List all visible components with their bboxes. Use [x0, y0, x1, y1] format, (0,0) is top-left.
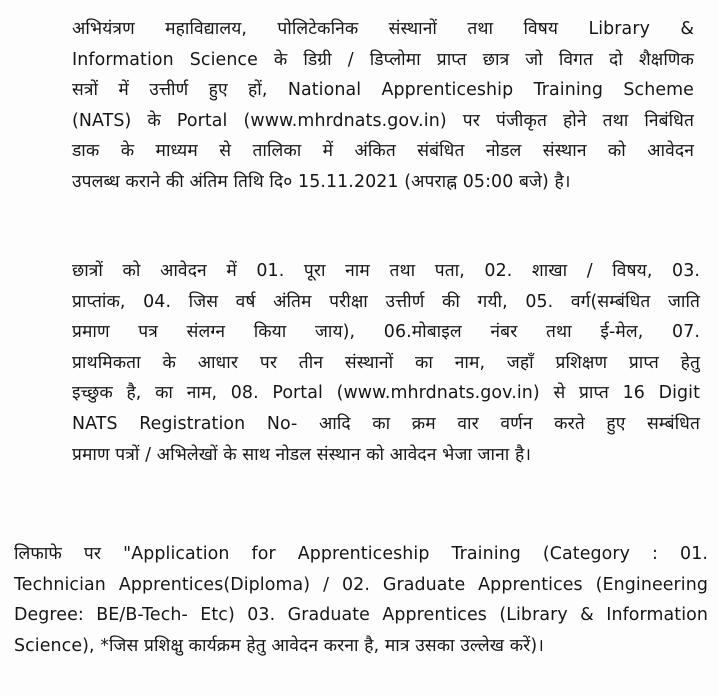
paragraph-line: उपलब्ध कराने की अंतिम तिथि दि० 15.11.2021 (अपराह्न 05:00 बजे) है।: [72, 171, 571, 192]
paragraph-line: प्राथमिकता के आधार पर तीन संस्थानों का नाम, जहाँ प्रशिक्षण प्राप्त हेतु: [72, 352, 700, 373]
paragraph-line: प्रमाण पत्र संलग्न किया जाय), 06.मोबाइल नंबर तथा ई-मेल, 07.: [72, 322, 700, 343]
paragraph-line: अभियंत्रण महाविद्यालय, पोलिटेकनिक संस्थानों तथा विषय Library &: [72, 19, 694, 39]
paragraph-line: छात्रों को आवेदन में 01. पूरा नाम तथा पता, 02. शाखा / विषय, 03.: [72, 261, 700, 281]
paragraph-line: लिफाफे पर "Application for Apprenticeship Training (Category : 01.: [14, 544, 708, 564]
paragraph-line: Information Science के डिग्री / डिप्लोमा प्राप्त छात्र जो विगत दो शैक्षणिक: [72, 49, 694, 70]
paragraph-line: Technician Apprentices(Diploma) / 02. Graduate Apprentices (Engineering: [14, 574, 708, 595]
paragraph-eligibility-and-deadline: [72, 14, 694, 198]
paragraph-line: (NATS) के Portal (www.mhrdnats.gov.in) पर पंजीकृत होने तथा निबंधित: [72, 110, 694, 131]
paragraph-line: NATS Registration No- आदि का क्रम वार वर्णन करते हुए सम्बंधित: [72, 413, 700, 434]
paragraph-line: सत्रों में उत्तीर्ण हुए हों, National Apprenticeship Training Scheme: [72, 80, 694, 101]
paragraph-line: इच्छुक है, का नाम, 08. Portal (www.mhrdnats.gov.in) से प्राप्त 16 Digit: [72, 383, 700, 404]
paragraph-envelope-instructions: [14, 539, 708, 661]
paragraph-application-contents: [72, 256, 700, 470]
paragraph-line: प्रमाण पत्रों / अभिलेखों के साथ नोडल संस्थान को आवेदन भेजा जाना है।: [72, 444, 532, 465]
paragraph-line: डाक के माध्यम से तालिका में अंकित संबंधित नोडल संस्थान को आवेदन: [72, 141, 694, 162]
paragraph-line: Degree: BE/B-Tech- Etc) 03. Graduate Apprentices (Library & Information: [14, 605, 708, 626]
paragraph-line: Science), *जिस प्रशिक्षु कार्यक्रम हेतु आवेदन करना है, मात्र उसका उल्लेख करें)।: [14, 635, 544, 656]
paragraph-line: प्राप्तांक, 04. जिस वर्ष अंतिम परीक्षा उत्तीर्ण की गयी, 05. वर्ग(सम्बंधित जाति: [72, 291, 700, 312]
